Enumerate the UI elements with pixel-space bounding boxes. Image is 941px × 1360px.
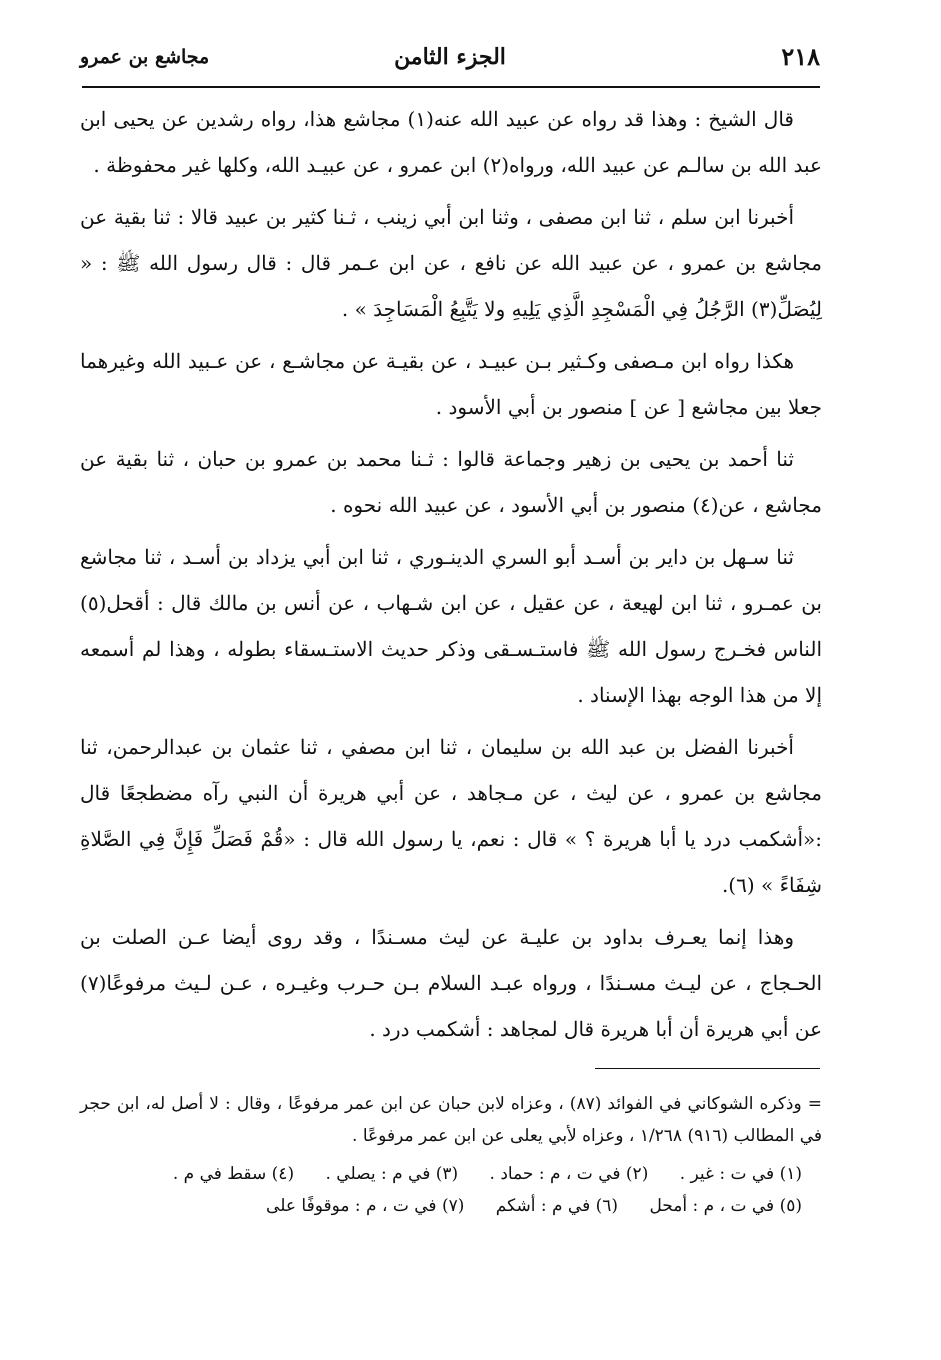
paragraph: هكذا رواه ابن مـصفى وكـثير بـن عبيـد ، عن بقيـة عن مجاشـع ، عن عـبيد الله وغيرهما جعلا بين مجاشع [ عن ] منصور بن أبي الأسود . xyxy=(80,349,822,419)
paragraph: أخبرنا ابن سلم ، ثنا ابن مصفى ، وثنا ابن أبي زينب ، ثـنا كثير بن عبيد قالا : ثنا بقية عن مجاشع بن عمرو ، عن عبيد الله عن نافع ، عن ابن عـمر قال : قال رسول الله ﷺ : « لِيُصَلِّ(٣) الرَّجُلُ فِي الْمَسْجِدِ الَّذِي يَلِيهِ ولا يَتَّبِعُ الْمَسَاجِدَ » . xyxy=(80,205,822,321)
entry-name: مجاشع بن عمرو xyxy=(80,46,210,68)
footnotes xyxy=(80,1088,822,1222)
paragraph: قال الشيخ : وهذا قد رواه عن عبيد الله عنه(١) مجاشع هذا، رواه رشدين عن يحيى ابن عبد الله بن سالـم عن عبيد الله، ورواه(٢) ابن عمرو ، عن عبيـد الله، وكلها غير محفوظة . xyxy=(80,107,822,177)
page-number: ٢١٨ xyxy=(781,42,820,71)
footnote-item: (٧) في ت ، م : موقوفًا على xyxy=(266,1196,465,1216)
footnote-item: (٣) في م : يصلي . xyxy=(325,1164,459,1184)
main-text xyxy=(80,96,822,1058)
volume-title: الجزء الثامن xyxy=(394,44,506,70)
footnote-item: (١) في ت : غير . xyxy=(679,1164,802,1184)
footnote-item: (٦) في م : أشكم xyxy=(495,1196,619,1216)
footnote-rule xyxy=(595,1068,820,1069)
paragraph: وهذا إنما يعـرف بداود بن عليـة عن ليث مسـندًا ، وقد روى أيضا عـن الصلت بن الحـجاج ، عن ليـث مسـندًا ، ورواه عبـد السلام بـن حـرب وغيـره ، عـن لـيث مرفوعًا(٧) عن أبي هريرة أن أبا هريرة قال لمجاهد : أشكمب درد . xyxy=(80,925,822,1041)
footnote-list xyxy=(80,1158,822,1222)
paragraph: ثنا سـهل بن داير بن أسـد أبو السري الدينـوري ، ثنا ابن أبي يزداد بن أسـد ، ثنا مجاشع بن عمـرو ، ثنا ابن لهيعة ، عن عقيل ، عن ابن شـهاب ، عن أنس بن مالك قال : أقحل(٥) الناس فخـرج رسول الله ﷺ فاستـسـقى وذكر حديث الاستـسقاء بطوله ، وهذا لم أسمعه إلا من هذا الوجه بهذا الإسناد . xyxy=(80,545,822,707)
footnote-item: (٢) في ت ، م : حماد . xyxy=(489,1164,649,1184)
page-header xyxy=(80,40,820,80)
paragraph: أخبرنا الفضل بن عبد الله بن سليمان ، ثنا ابن مصفي ، ثنا عثمان بن عبدالرحمن، ثنا مجاشع بن عمرو ، عن ليث ، عن مـجاهد ، عن أبي هريرة أن النبي رآه مضطجعًا قال :«أشكمب درد يا أبا هريرة ؟ » قال : نعم، يا رسول الله قال : «قُمْ فَصَلِّ فَإِنَّ فِي الصَّلاةِ شِفَاءً » (٦). xyxy=(80,735,822,897)
footnote-item: (٥) في ت ، م : أمحل xyxy=(649,1196,802,1216)
paragraph: ثنا أحمد بن يحيى بن زهير وجماعة قالوا : ثـنا محمد بن عمرو بن حبان ، ثنا بقية عن مجاشع ، عن(٤) منصور بن أبي الأسود ، عن عبيد الله نحوه . xyxy=(80,447,822,517)
footnote-continuation: = وذكره الشوكاني في الفوائد (٨٧) ، وعزاه لابن حبان عن ابن عمر مرفوعًا ، وقال : لا أصل له، ابن حجر في المطالب (٩١٦) ١/٢٦٨ ، وعزاه لأبي يعلى عن ابن عمر مرفوعًا . xyxy=(80,1094,822,1146)
footnote-item: (٤) سقط في م . xyxy=(172,1164,295,1184)
header-rule xyxy=(82,86,820,88)
